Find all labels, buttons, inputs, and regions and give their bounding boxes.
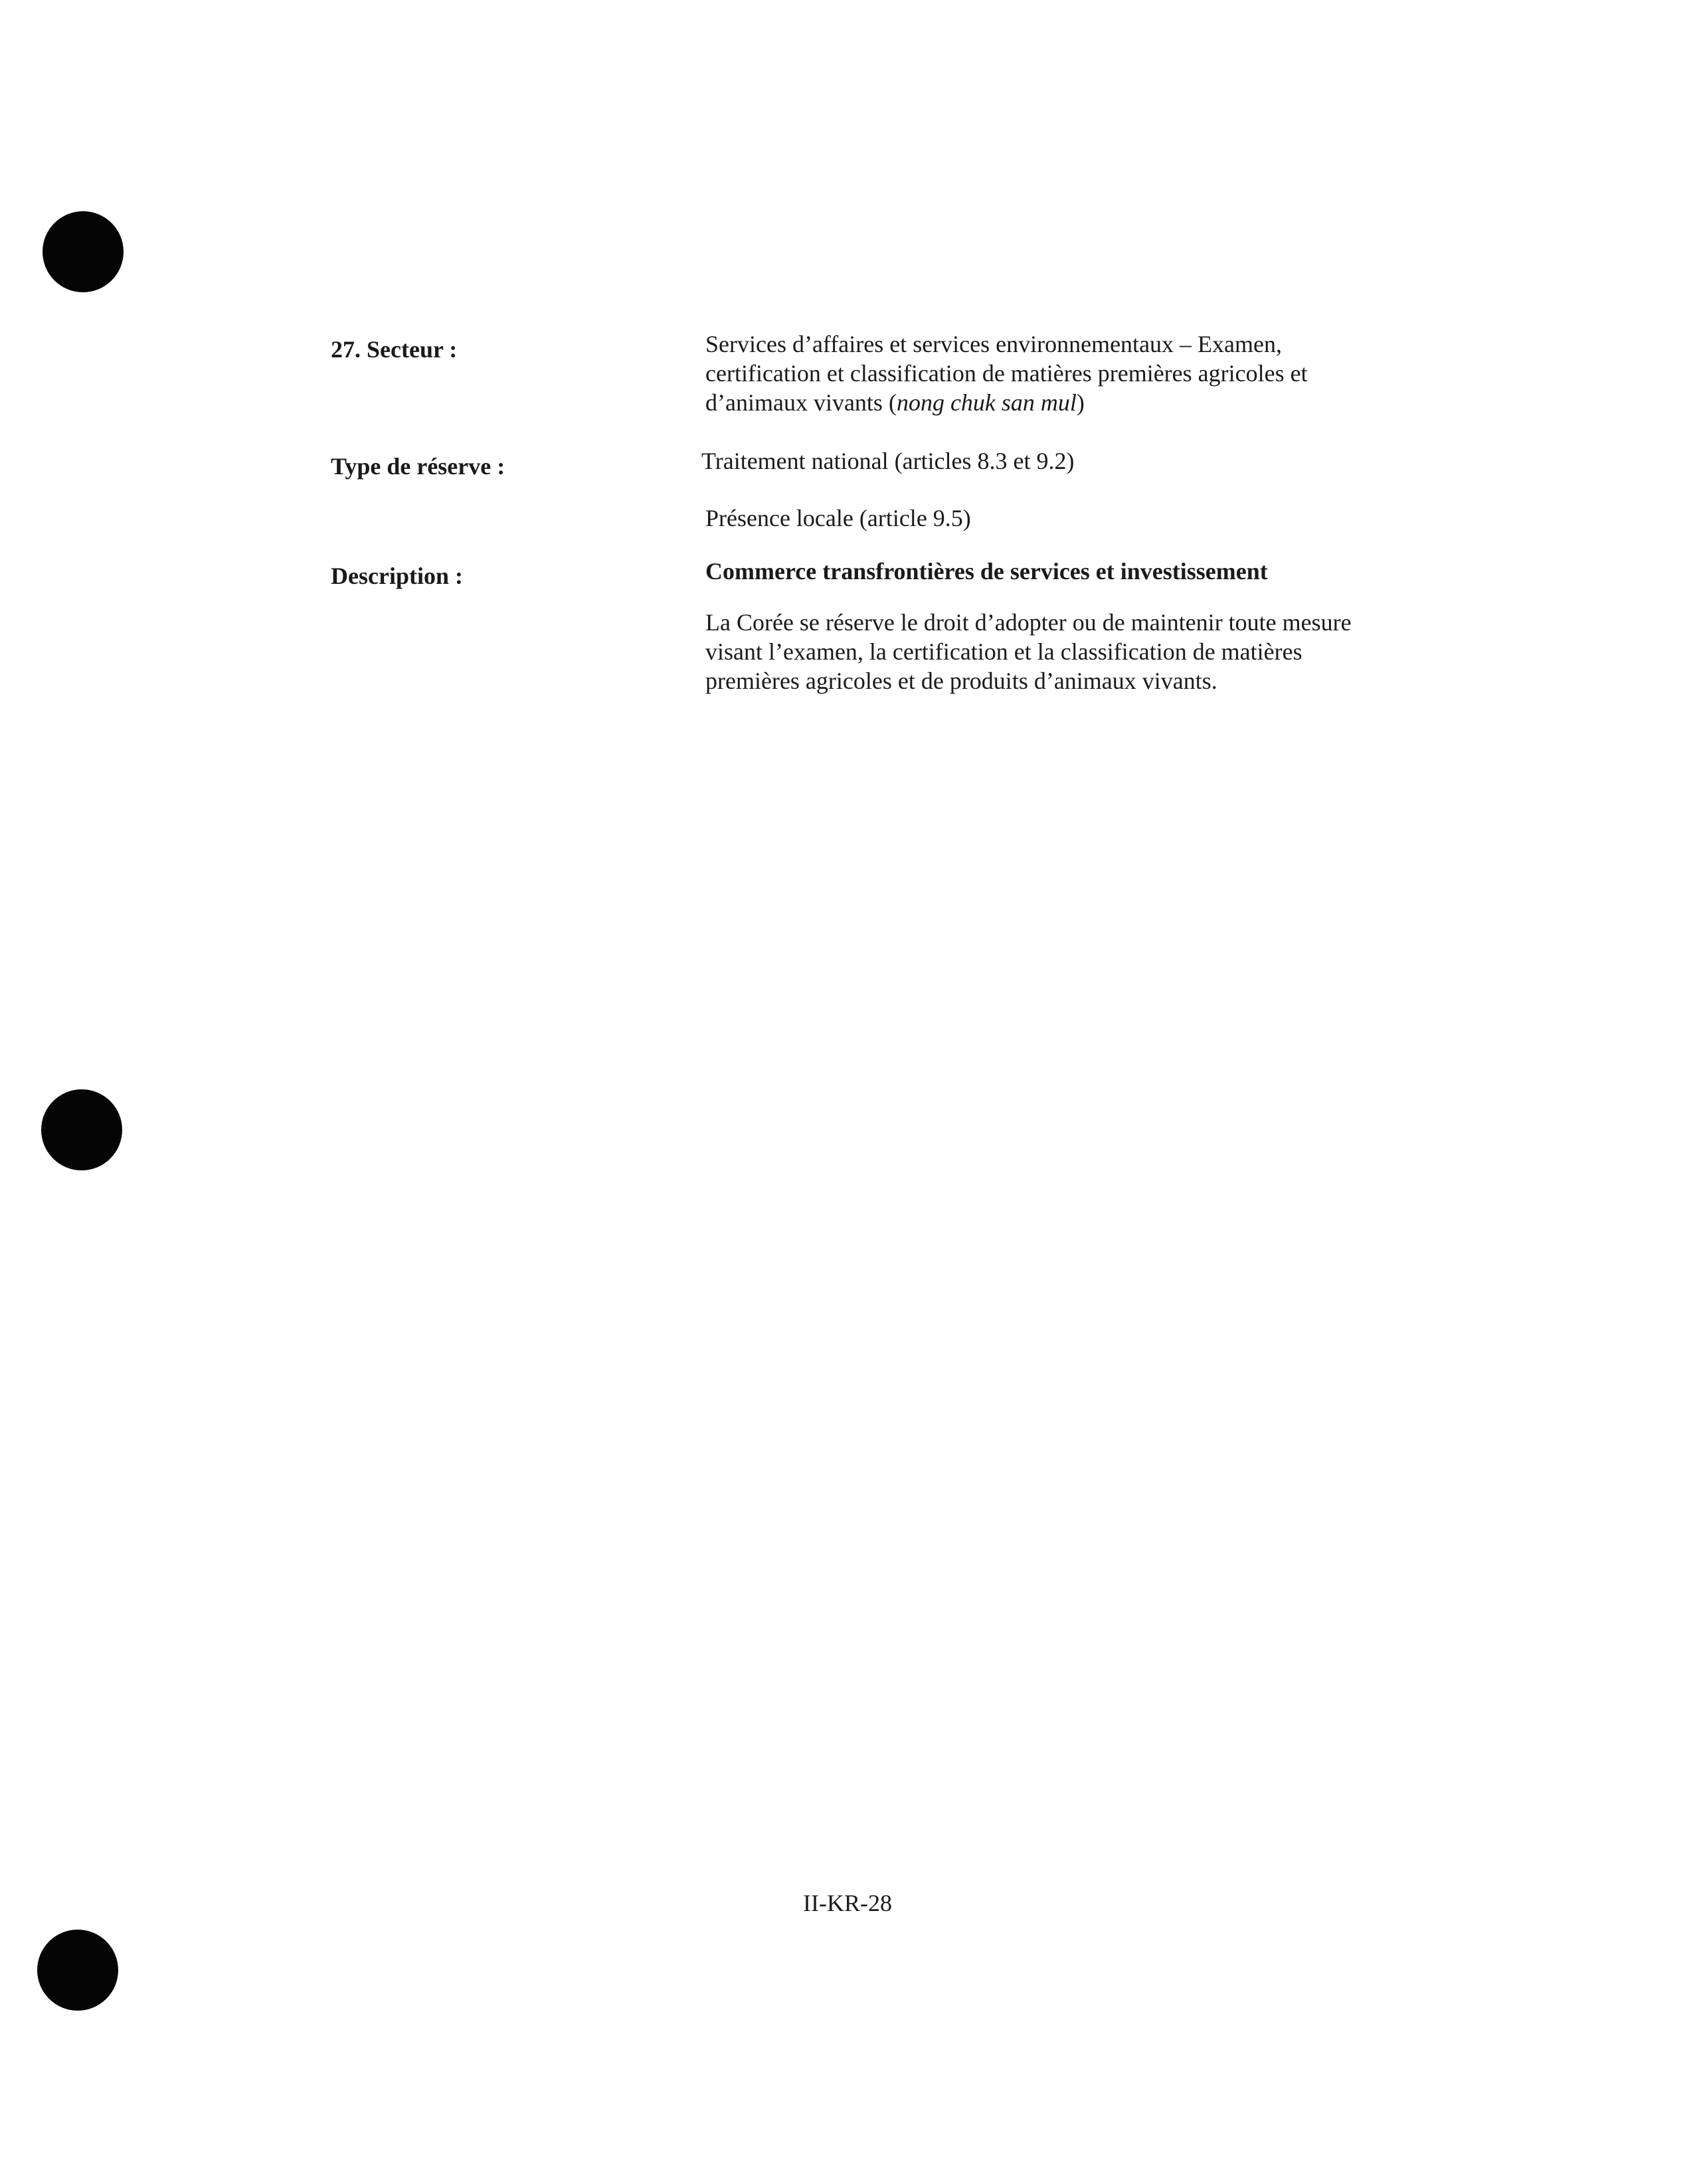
secteur-text-italic: nong chuk san mul [896,389,1077,416]
description-heading: Commerce transfrontières de services et investissement [705,558,1268,585]
page-number: II-KR-28 [803,1890,892,1916]
description-body: La Corée se réserve le droit d’adopter ou de maintenir toute mesure visant l’examen, la certification et la classification de matières premières agricoles et de produits d’animaux vivants. [705,609,1352,694]
punch-hole-bottom [37,1930,118,2011]
type-reserve-label: Type de réserve : [331,453,505,480]
secteur-value [705,329,1396,417]
type-reserve-value-national-treatment: Traitement national (articles 8.3 et 9.2) [701,448,1075,474]
punch-hole-middle [41,1089,122,1170]
type-reserve-value-local-presence: Présence locale (article 9.5) [705,505,971,531]
description-label: Description : [331,563,463,589]
secteur-text-main: Services d’affaires et services environnementaux – Examen, certification et classification de matières premières agricoles et d’animaux vivants ( [705,331,1308,416]
secteur-label: 27. Secteur : [331,336,458,363]
secteur-text-end: ) [1076,389,1085,416]
punch-hole-top [43,211,124,292]
